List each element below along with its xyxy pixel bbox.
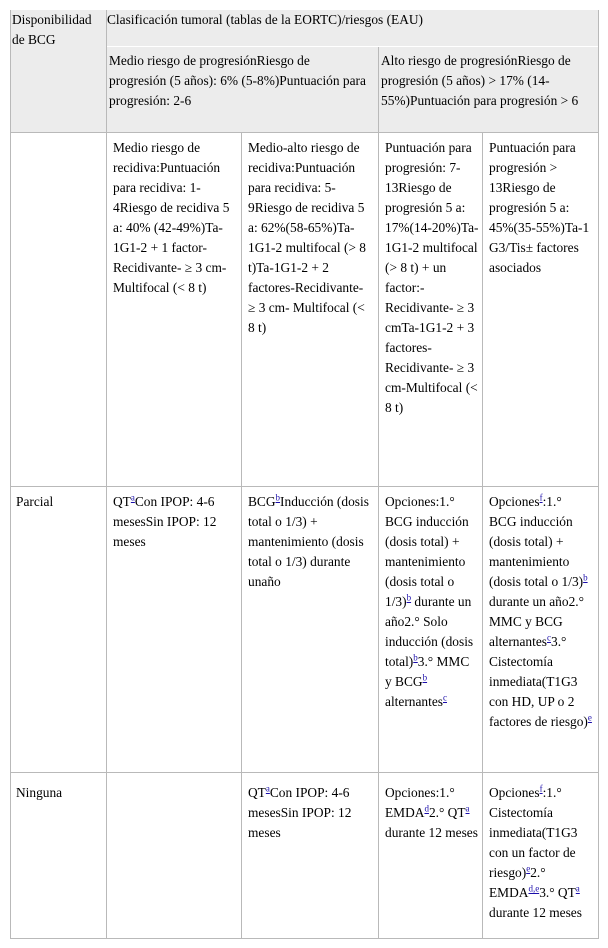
subheader-progression-gt13-text: Puntuación para progresión > 13Riesgo de progresión 5 a: 45%(35-55%)Ta-1 G3/Tis± factores asociados [489,140,590,275]
row-ninguna-medium-high-text: Con IPOP: 4-6 mesesSin IPOP: 12 meses [248,785,352,840]
subheader-progression-gt13 [483,133,598,486]
row-parcial-medium [107,487,241,772]
header-availability-label: Disponibilidad de BCG [12,12,92,47]
qt-text: QT [113,494,131,509]
grid-line [598,10,599,938]
row-parcial-medium-high-text: Inducción (dosis total o 1/3) + mantenimiento (dosis total o 1/3) durante unaño [248,494,369,589]
grid-line [482,133,483,938]
options-text: Opciones [489,785,540,800]
options-text: 2.° EMDA [489,865,546,900]
row-parcial-medium-text: Con IPOP: 4-6 mesesSin IPOP: 12 meses [113,494,217,549]
footnote-e-link[interactable]: e [587,712,592,723]
options-text: Opciones:1.° EMDA [385,785,455,820]
grid-line [10,772,599,773]
footnote-a-link[interactable]: a [130,492,135,503]
grid-line [10,132,599,133]
options-text: 3.° MMC y BCG [385,654,470,689]
header-divider [107,46,598,47]
footnote-a-link[interactable]: a [465,803,470,814]
options-text: 3.° QT [539,885,576,900]
footnote-b-link[interactable]: b [422,672,428,683]
grid-line [10,486,599,487]
header-classification [107,10,598,46]
bcg-text: BCG [248,494,276,509]
footnote-b-link[interactable]: b [413,652,418,663]
grid-line [241,133,242,938]
row-parcial-medium-high [242,487,378,772]
footnote-b-link[interactable]: b [406,592,412,603]
row-ninguna-medium-high [242,778,378,938]
header-high-progression [379,47,598,132]
row-parcial-progression-gt13 [483,487,598,772]
row-ninguna-progression-7-13 [379,778,482,938]
grid-line [378,47,379,938]
footnote-f-link[interactable]: f [539,783,543,794]
options-text: durante 12 meses [385,825,478,840]
subheader-medium-recidiva [107,133,241,486]
header-availability [10,10,106,132]
options-text: 2.° QT [428,805,466,820]
grid-line [106,10,107,938]
options-text: Opciones [489,494,540,509]
options-text: durante un año2.° Solo inducción (dosis total) [385,594,474,669]
options-text: 3.° Cistectomía inmediata(T1G3 con HD, UP o 2 factores de riesgo) [489,634,588,729]
grid-line [10,938,599,939]
footnote-f-link[interactable]: f [539,492,543,503]
options-text: alternantes [385,694,443,709]
footnote-a-link[interactable]: a [575,883,580,894]
options-text: :1.° BCG inducción (dosis total) + mantenimiento (dosis total o 1/3) [489,494,584,589]
row-parcial-label-text: Parcial [16,494,54,509]
subheader-medium-high-recidiva-text: Medio-alto riesgo de recidiva:Puntuación para recidiva: 5-9Riesgo de recidiva 5 a: 62%(58-65%)Ta-1G1-2 multifocal (> 8 t)Ta-1G1-2 + 2 factores-Recidivante- ≥ 3 cm- Multifocal (< 8 t) [248,140,366,335]
options-text: Opciones:1.° BCG inducción (dosis total) + mantenimiento (dosis total o 1/3) [385,494,469,609]
footnote-b-link[interactable]: b [275,492,281,503]
footnote-c-link[interactable]: c [443,692,447,703]
footnote-b-link[interactable]: b [583,572,588,583]
subheader-medium-recidiva-text: Medio riesgo de recidiva:Puntuación para recidiva: 1-4Riesgo de recidiva 5 a: 40% (42-49%)Ta-1G1-2 + 1 factor- Recidivante- ≥ 3 cm- Multifocal (< 8 t) [113,140,230,295]
row-parcial-label [0,487,106,772]
header-medium-progression-label: Medio riesgo de progresiónRiesgo de progresión (5 años): 6% (5-8%)Puntuación para progresión: 2-6 [109,53,366,108]
row-ninguna-label-text: Ninguna [16,785,63,800]
grid-line [10,10,11,938]
row-ninguna-medium [107,778,241,938]
qt-text: QT [248,785,266,800]
footnote-a-link[interactable]: a [265,783,270,794]
subheader-progression-7-13-text: Puntuación para progresión: 7-13Riesgo de progresión 5 a: 17%(14-20%)Ta-1G1-2 multifocal (> 8 t) + un factor:-Recidivante- ≥ 3 cmTa-1G1-2 + 3 factores-Recidivante- ≥ 3 cm-Multifocal (< 8 t) [385,140,479,415]
header-high-progression-label: Alto riesgo de progresiónRiesgo de progresión (5 años) > 17% (14-55%)Puntuación para progresión > 6 [381,53,579,108]
subheader-medium-high-recidiva [242,133,378,486]
footnote-c-link[interactable]: c [547,632,551,643]
options-text: durante un año2.° MMC y BCG alternantes [489,594,584,649]
header-medium-progression [107,47,378,132]
row-parcial-progression-7-13 [379,487,482,772]
subheader-progression-7-13 [379,133,482,486]
options-text: durante 12 meses [489,905,582,920]
header-classification-label: Clasificación tumoral (tablas de la EORTC)/riesgos (EAU) [107,12,424,27]
footnote-e-link[interactable]: e [526,863,531,874]
footnote-d-link[interactable]: d [424,803,429,814]
footnote-de-link[interactable]: d,e [528,883,540,894]
row-ninguna-label [0,778,106,938]
options-text: :1.° Cistectomía inmediata(T1G3 con un factor de riesgo) [489,785,578,880]
row-ninguna-progression-gt13 [483,778,598,943]
